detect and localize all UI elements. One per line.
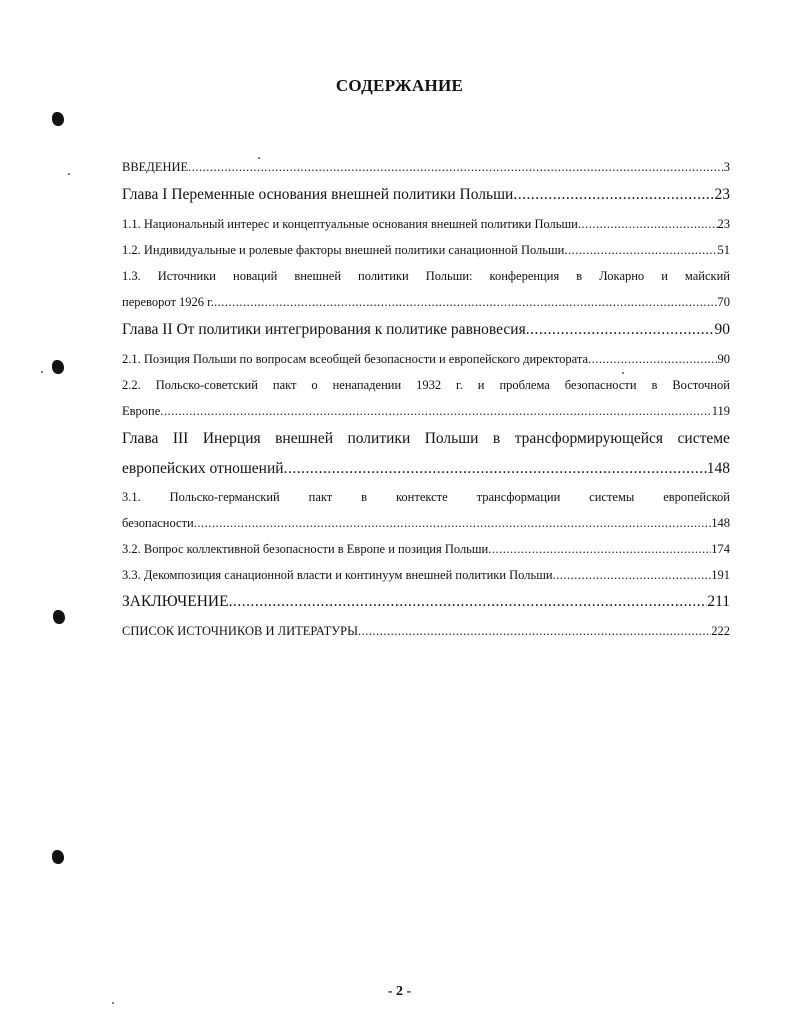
leader-dots [488, 542, 711, 557]
word: Польши: [425, 269, 473, 283]
scan-speck [258, 157, 260, 159]
toc-entry-chapter-3-line1[interactable] [122, 430, 730, 448]
toc-page: 148 [706, 460, 730, 477]
toc-entry-1-3-line2[interactable] [122, 295, 730, 310]
toc-label: Европе [122, 404, 161, 418]
toc-page: 51 [717, 243, 730, 257]
word: пакт [272, 378, 297, 392]
toc-label: Глава I Переменные основания внешней политики Польши [122, 186, 514, 203]
leader-dots [588, 352, 717, 367]
word: новаций [233, 269, 278, 283]
toc-page: 222 [711, 624, 730, 638]
scan-blot [52, 112, 64, 126]
word: внешней [275, 430, 334, 447]
leader-dots [578, 217, 718, 232]
toc-page: 174 [711, 542, 730, 556]
leader-dots [564, 243, 717, 258]
word: Источники [157, 269, 216, 283]
word: проблема [499, 378, 550, 392]
word: в [576, 269, 583, 283]
toc-entry-3-2[interactable] [122, 542, 730, 557]
leader-dots [526, 321, 715, 339]
word: г. [456, 378, 463, 392]
word: трансформирующейся [514, 430, 664, 447]
word: ненападении [332, 378, 402, 392]
word: 2.2. [122, 378, 141, 392]
leader-dots [214, 295, 718, 310]
toc-page: 191 [711, 568, 730, 582]
toc-page: 23 [714, 186, 730, 203]
scan-speck [112, 1002, 114, 1004]
leader-dots [229, 593, 708, 611]
word: европейской [663, 490, 730, 504]
toc-page: 23 [717, 217, 730, 231]
leader-dots [284, 460, 707, 478]
toc-entry-2-2-line2[interactable] [122, 404, 730, 419]
word: 1.3. [122, 269, 141, 283]
scan-speck [41, 371, 43, 373]
page-number: - 2 - [387, 984, 412, 999]
toc-entry-chapter-3-line2[interactable] [122, 460, 730, 478]
toc-label: ЗАКЛЮЧЕНИЕ [122, 593, 229, 610]
word: Локарно [599, 269, 645, 283]
toc-entry-3-1-line2[interactable] [122, 516, 730, 531]
toc-label: безопасности [122, 516, 194, 530]
word: контексте [395, 490, 448, 504]
toc-label: СПИСОК ИСТОЧНИКОВ И ЛИТЕРАТУРЫ [122, 624, 359, 638]
word: в [492, 430, 501, 447]
toc-entry-1-1[interactable] [122, 217, 730, 232]
toc-page: 3 [723, 160, 730, 174]
scan-speck [68, 173, 70, 175]
word: в [361, 490, 368, 504]
leader-dots [553, 568, 712, 583]
toc-page: 90 [717, 352, 730, 366]
toc-entry-1-3-line1[interactable] [122, 269, 730, 284]
toc-page: 70 [717, 295, 730, 309]
word: трансформации [476, 490, 561, 504]
toc-page: 148 [711, 516, 730, 530]
word: и [661, 269, 668, 283]
scan-speck [622, 372, 624, 374]
word: внешней [294, 269, 342, 283]
leader-dots [194, 516, 712, 531]
word: майский [684, 269, 730, 283]
toc-entry-2-1[interactable] [122, 352, 730, 367]
word: в [651, 378, 658, 392]
toc-label: 3.2. Вопрос коллективной безопасности в Европе и позиция Польши [122, 542, 489, 556]
word: системы [589, 490, 635, 504]
leader-dots [160, 404, 711, 419]
word: и [477, 378, 485, 392]
toc-page: 211 [707, 593, 730, 610]
toc-entry-chapter-2[interactable] [122, 321, 730, 339]
page-title: СОДЕРЖАНИЕ [335, 76, 464, 95]
word: политики [347, 430, 411, 447]
toc-entry-3-3[interactable] [122, 568, 730, 583]
scan-blot [52, 850, 64, 864]
word: о [311, 378, 318, 392]
word: пакт [308, 490, 333, 504]
word: Польско-германский [169, 490, 280, 504]
toc-label: 1.1. Национальный интерес и концептуальные основания внешней политики Польши [122, 217, 578, 231]
word: Восточной [672, 378, 730, 392]
leader-dots [513, 186, 714, 204]
leader-dots [188, 160, 724, 175]
leader-dots [358, 624, 711, 639]
toc-entry-1-2[interactable] [122, 243, 730, 258]
word: III [172, 430, 189, 447]
word: конференция [489, 269, 560, 283]
word: системе [677, 430, 730, 447]
toc-entry-chapter-1[interactable] [122, 186, 730, 204]
word: Польши [424, 430, 479, 447]
word: Глава [122, 430, 159, 447]
toc-entry-intro[interactable] [122, 160, 730, 175]
word: 1932 [416, 378, 442, 392]
toc-label: 1.2. Индивидуальные и ролевые факторы внешней политики санационной Польши [122, 243, 565, 257]
scan-blot [53, 610, 65, 624]
word: безопасности [564, 378, 637, 392]
toc-entry-3-1-line1[interactable] [122, 490, 730, 505]
toc-label: ВВЕДЕНИЕ [122, 160, 189, 174]
toc-entry-2-2-line1[interactable] [122, 378, 730, 393]
toc-entry-conclusion[interactable] [122, 593, 730, 611]
toc-entry-sources[interactable] [122, 624, 730, 639]
toc-page: 90 [714, 321, 730, 338]
toc-label: 3.3. Декомпозиция санационной власти и континуум внешней политики Польши [122, 568, 553, 582]
toc-label: переворот 1926 г. [122, 295, 214, 309]
word: 3.1. [122, 490, 141, 504]
toc-label: европейских отношений [122, 460, 284, 477]
word: Польско-советский [155, 378, 258, 392]
toc-label: Глава II От политики интегрирования к политике равновесия [122, 321, 526, 338]
word: Инерция [202, 430, 261, 447]
word: политики [358, 269, 409, 283]
scan-blot [52, 360, 64, 374]
toc-label: 2.1. Позиция Польши по вопросам всеобщей безопасности и европейского директората [122, 352, 589, 366]
toc-page: 119 [711, 404, 730, 418]
